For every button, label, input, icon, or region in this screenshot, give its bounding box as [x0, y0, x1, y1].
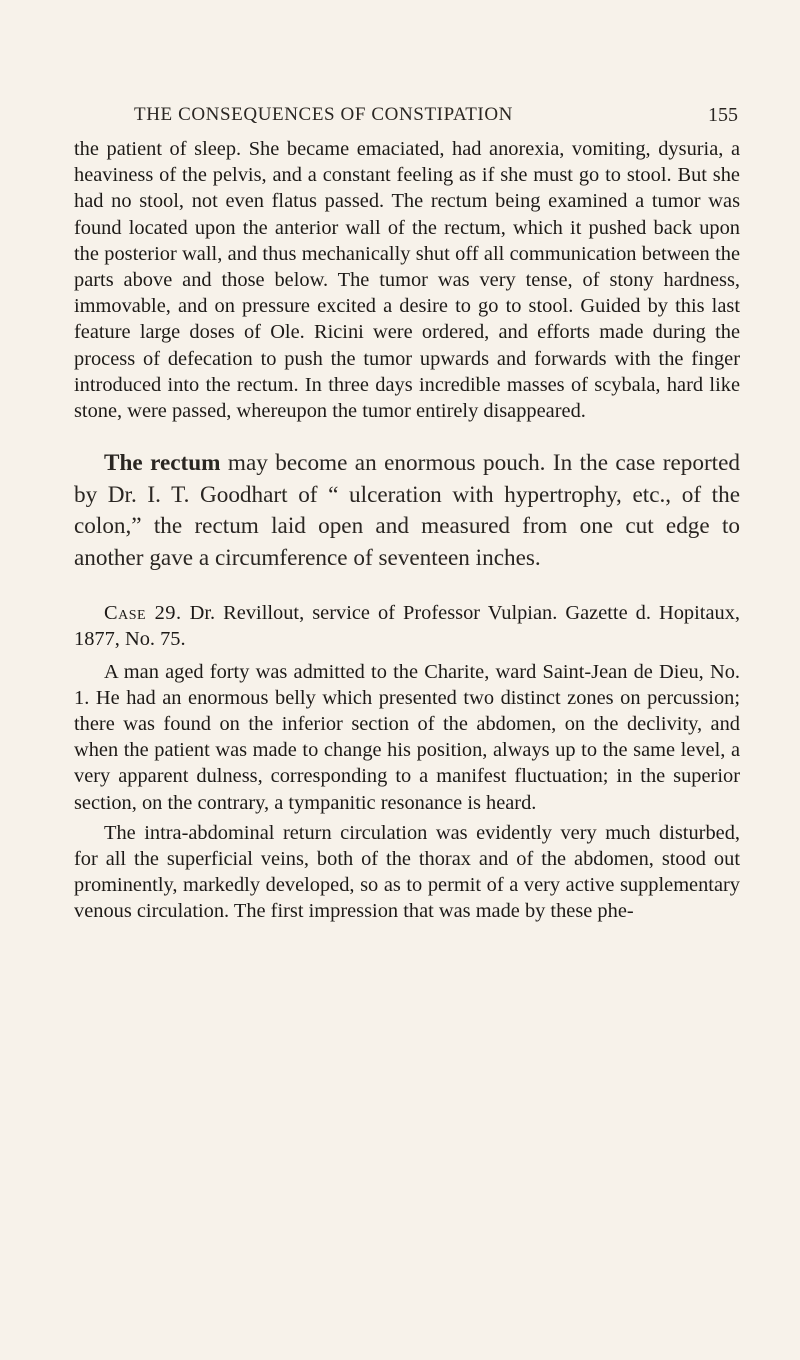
case-heading	[74, 600, 740, 652]
running-head	[74, 88, 740, 128]
paragraph-lead-bold: The rectum	[104, 450, 221, 477]
paragraph-rectum-pouch	[74, 448, 740, 574]
running-title: THE CONSEQUENCES OF CONSTIPATION	[134, 104, 514, 125]
paragraph-case-description: A man aged forty was admitted to the Charite, ward Saint-Jean de Dieu, No. 1. He had an enormous belly which presented two distinct zones on percussion; there was found on the inferior section of the abdomen, on the declivity, and when the patient was made to change his position, always up to the same level, a very apparent dulness, corresponding to a manifest fluctuation; in the superior section, on the contrary, a tympanitic resonance is heard.	[74, 660, 740, 814]
case-label: Case 29.	[104, 602, 182, 625]
paragraph-continued: the patient of sleep. She became emaciated, had anorexia, vomiting, dysuria, a heaviness of the pelvis, and a constant feeling as if she must go to stool. But she had no stool, not even flatus passed. The rectum being examined a tumor was found located upon the anterior wall of the rectum, which it pushed back upon the posterior wall, and thus mechanically shut off all communication between the parts above and those below. The tumor was very tense, of stony hardness, immovable, and on pressure excited a desire to go to stool. Guided by this last feature large doses of Ole. Ricini were ordered, and efforts made during the process of defecation to push the tumor upwards and forwards with the finger introduced into the rectum. In three days incredible masses of scybala, hard like stone, were passed, whereupon the tumor entirely disappeared.	[74, 138, 740, 423]
page-number: 155	[708, 104, 738, 126]
case-citation: Dr. Revillout, service of Professor Vulpian. Gazette d. Hopitaux, 1877, No. 75.	[74, 602, 740, 651]
paragraph-circulation: The intra-abdominal return circulation was evidently very much disturbed, for all the superficial veins, both of the thorax and of the abdomen, stood out prominently, markedly developed, so as to permit of a very active supplementary venous circulation. The first impression that was made by these phe-	[74, 821, 740, 923]
paragraph-rectum-pouch-text: may become an enormous pouch. In the case reported by Dr. I. T. Goodhart of “ ulceration with hypertrophy, etc., of the colon,” the rectum laid open and measured from one cut edge to another gave a circumference of seventeen inches.	[74, 450, 741, 571]
